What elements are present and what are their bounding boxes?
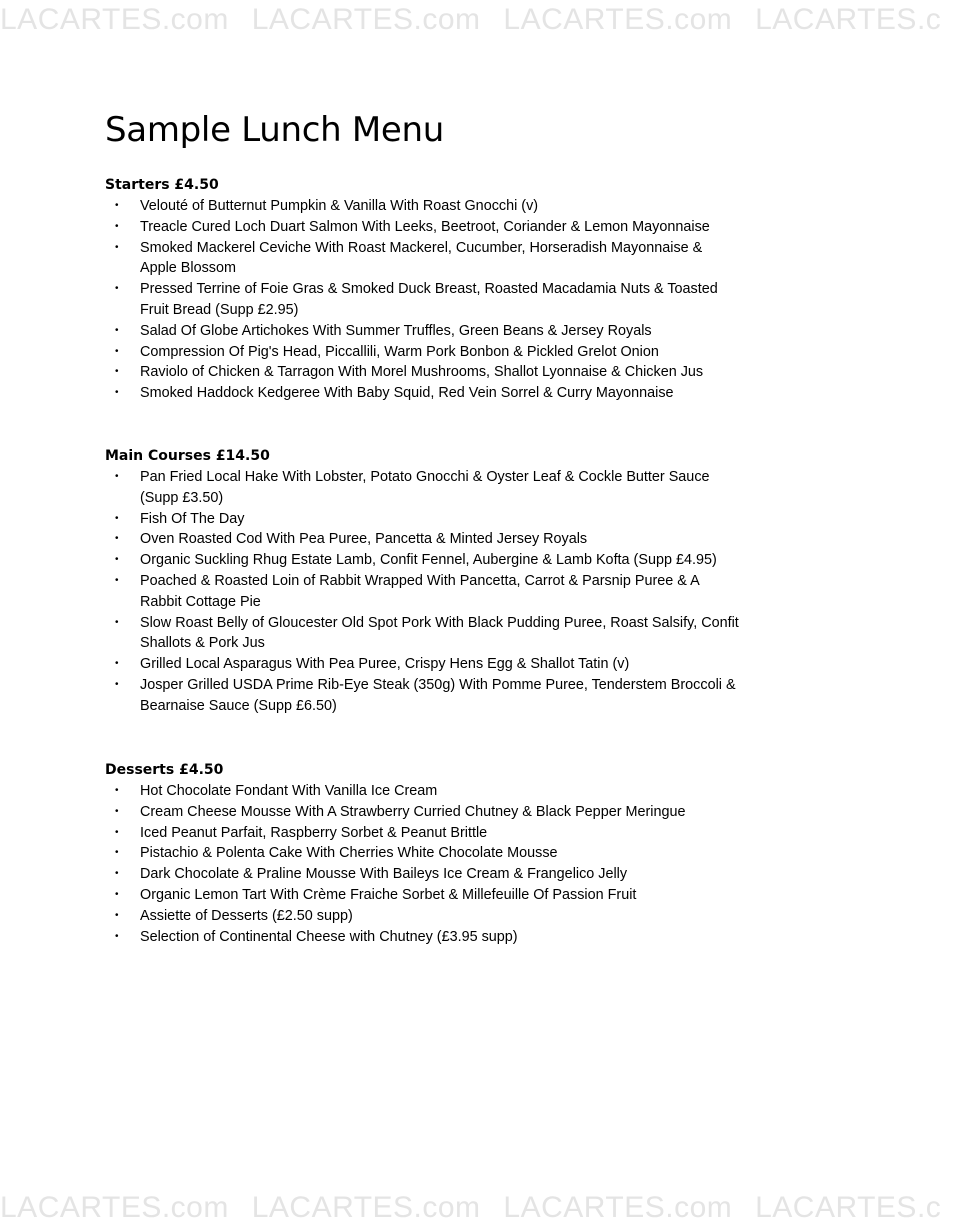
bullet-icon: •: [115, 574, 119, 586]
starters-list: [105, 196, 765, 404]
menu-item: [105, 362, 740, 383]
menu-item-text: Pan Fried Local Hake With Lobster, Potato Gnocchi & Oyster Leaf & Cockle Butter Sauce (Supp £3.50): [140, 469, 710, 506]
menu-item: [105, 906, 740, 927]
watermark-bottom: [0, 1188, 942, 1228]
menu-item-text: Selection of Continental Cheese with Chutney (£3.95 supp): [140, 928, 518, 945]
watermark-text: LACARTES.com: [0, 1191, 229, 1224]
watermark-top: [0, 0, 942, 40]
section-heading-main-courses: Main Courses £14.50: [105, 448, 270, 464]
menu-item-text: Iced Peanut Parfait, Raspberry Sorbet & Peanut Brittle: [140, 824, 488, 841]
bullet-icon: •: [115, 888, 119, 900]
section-starters: [105, 175, 765, 404]
menu-item: [105, 885, 740, 906]
menu-item-text: Salad Of Globe Artichokes With Summer Truffles, Green Beans & Jersey Royals: [140, 322, 652, 339]
menu-item-text: Pressed Terrine of Foie Gras & Smoked Duck Breast, Roasted Macadamia Nuts & Toasted Fruit Bread (Supp £2.95): [140, 281, 718, 318]
menu-item-text: Smoked Haddock Kedgeree With Baby Squid, Red Vein Sorrel & Curry Mayonnaise: [140, 385, 674, 402]
menu-item: [105, 550, 740, 571]
menu-item-text: Pistachio & Polenta Cake With Cherries White Chocolate Mousse: [140, 845, 558, 862]
watermark-text: LACARTES.com: [0, 3, 229, 36]
menu-item-text: Assiette of Desserts (£2.50 supp): [140, 907, 353, 924]
bullet-icon: •: [115, 805, 119, 817]
bullet-icon: •: [115, 678, 119, 690]
menu-item: [105, 802, 740, 823]
bullet-icon: •: [115, 868, 119, 880]
bullet-icon: •: [115, 930, 119, 942]
menu-item-text: Oven Roasted Cod With Pea Puree, Pancetta & Minted Jersey Royals: [140, 531, 588, 548]
bullet-icon: •: [115, 785, 119, 796]
bullet-icon: •: [115, 512, 119, 524]
menu-item: [105, 843, 740, 864]
menu-item: [105, 342, 740, 363]
menu-item: [105, 654, 740, 675]
menu-item-text: Fish Of The Day: [140, 510, 245, 527]
page-title: Sample Lunch Menu: [105, 110, 445, 150]
menu-item: [105, 823, 740, 844]
bullet-icon: •: [115, 366, 119, 378]
menu-item: [105, 238, 740, 280]
menu-item: [105, 217, 740, 238]
menu-item-text: Grilled Local Asparagus With Pea Puree, Crispy Hens Egg & Shallot Tatin (v): [140, 656, 630, 673]
section-heading-starters: Starters £4.50: [105, 177, 219, 193]
bullet-icon: •: [115, 200, 119, 211]
bullet-icon: •: [115, 387, 119, 399]
menu-item: [105, 467, 740, 509]
menu-item: [105, 613, 740, 655]
section-desserts: [105, 760, 765, 947]
menu-item-text: Organic Suckling Rhug Estate Lamb, Confit Fennel, Aubergine & Lamb Kofta (Supp £4.95): [140, 552, 717, 569]
menu-item: [105, 571, 740, 613]
watermark-text: LACARTES.com: [251, 3, 481, 36]
watermark-text: LACARTES.com: [503, 3, 733, 36]
section-main-courses: [105, 446, 765, 717]
bullet-icon: •: [115, 283, 119, 295]
menu-item-text: Josper Grilled USDA Prime Rib-Eye Steak (350g) With Pomme Puree, Tenderstem Broccoli & Bearnaise Sauce (Supp £6.50): [140, 676, 736, 714]
bullet-icon: •: [115, 241, 119, 253]
menu-item-text: Smoked Mackerel Ceviche With Roast Mackerel, Cucumber, Horseradish Mayonnaise & Apple Blossom: [140, 239, 703, 277]
desserts-list: [105, 781, 765, 947]
menu-item: [105, 927, 740, 948]
menu-item: [105, 529, 740, 550]
menu-item-text: Organic Lemon Tart With Crème Fraiche Sorbet & Millefeuille Of Passion Fruit: [140, 886, 637, 903]
watermark-text: LACARTES.c: [755, 1191, 942, 1224]
menu-item-text: Poached & Roasted Loin of Rabbit Wrapped With Pancetta, Carrot & Parsnip Puree & A Rabbit Cottage Pie: [140, 572, 699, 610]
menu-item-text: Compression Of Pig's Head, Piccallili, Warm Pork Bonbon & Pickled Grelot Onion: [140, 343, 659, 360]
menu-item: [105, 321, 740, 342]
bullet-icon: •: [115, 616, 119, 628]
menu-item: [105, 864, 740, 885]
bullet-icon: •: [115, 220, 119, 232]
watermark-text: LACARTES.com: [251, 1191, 481, 1224]
menu-item: [105, 279, 740, 321]
menu-item: [105, 509, 740, 530]
bullet-icon: •: [115, 471, 119, 482]
bullet-icon: •: [115, 324, 119, 336]
bullet-icon: •: [115, 826, 119, 838]
menu-item-text: Slow Roast Belly of Gloucester Old Spot Pork With Black Pudding Puree, Roast Salsify, Confit Shallots & Pork Jus: [140, 614, 739, 652]
bullet-icon: •: [115, 909, 119, 921]
section-heading-desserts: Desserts £4.50: [105, 762, 224, 778]
menu-item-text: Velouté of Butternut Pumpkin & Vanilla With Roast Gnocchi (v): [140, 198, 539, 214]
bullet-icon: •: [115, 554, 119, 566]
watermark-text: LACARTES.com: [503, 1191, 733, 1224]
menu-item: [105, 675, 740, 717]
bullet-icon: •: [115, 533, 119, 545]
main-courses-list: [105, 467, 765, 717]
menu-item: [105, 196, 740, 217]
menu-item-text: Cream Cheese Mousse With A Strawberry Curried Chutney & Black Pepper Meringue: [140, 803, 686, 820]
menu-item-text: Treacle Cured Loch Duart Salmon With Leeks, Beetroot, Coriander & Lemon Mayonnaise: [140, 218, 710, 235]
menu-item: [105, 383, 740, 404]
menu-item: [105, 781, 740, 802]
menu-item-text: Raviolo of Chicken & Tarragon With Morel Mushrooms, Shallot Lyonnaise & Chicken Jus: [140, 364, 704, 381]
menu-item-text: Hot Chocolate Fondant With Vanilla Ice Cream: [140, 783, 438, 799]
bullet-icon: •: [115, 658, 119, 670]
bullet-icon: •: [115, 847, 119, 859]
menu-item-text: Dark Chocolate & Praline Mousse With Baileys Ice Cream & Frangelico Jelly: [140, 866, 628, 883]
watermark-text: LACARTES.c: [755, 3, 942, 36]
bullet-icon: •: [115, 345, 119, 357]
